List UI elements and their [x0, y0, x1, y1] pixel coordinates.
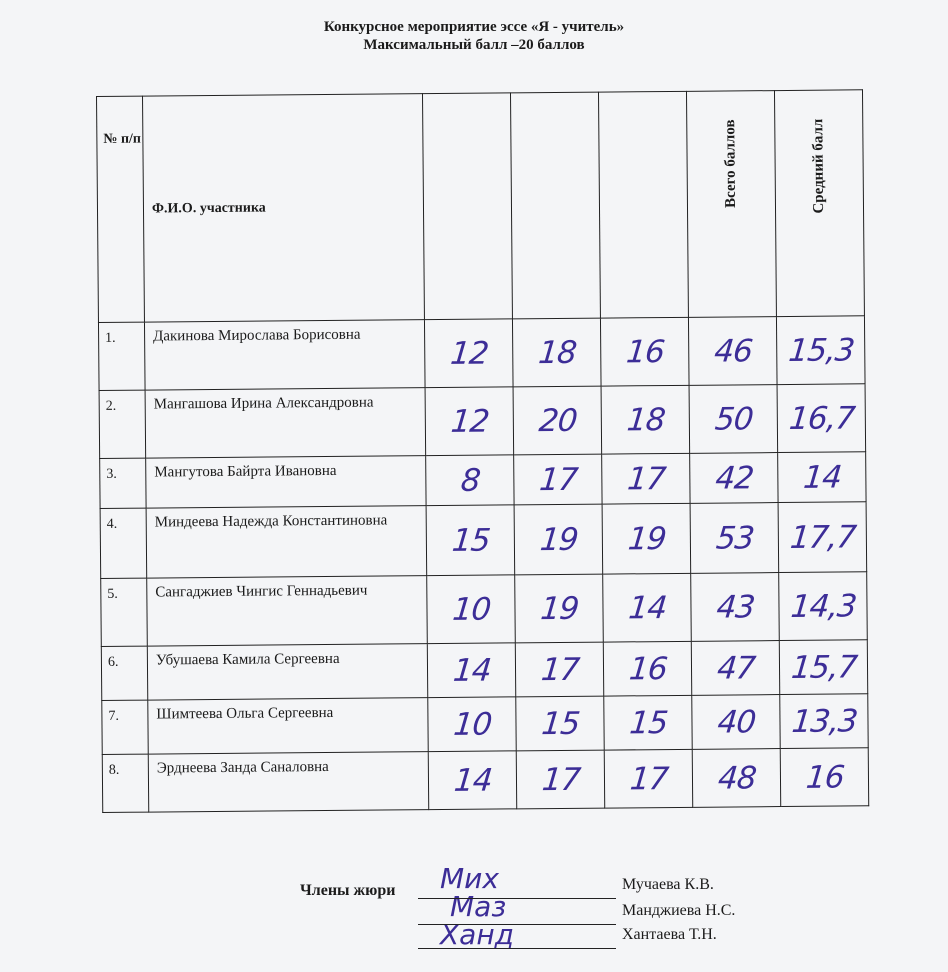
signature-line-2 [418, 924, 616, 925]
score-judge-3: 17 [599, 453, 692, 504]
score-judge-3: 15 [601, 695, 694, 750]
header-average-label: Средний балл [810, 118, 828, 214]
score-judge-2: 18 [509, 318, 604, 387]
score-judge-1: 12 [421, 319, 516, 388]
table-row [98, 316, 865, 391]
score-total: 50 [686, 385, 781, 454]
participant-name: Эрднеева Занда Саналовна [148, 752, 428, 812]
row-number: 8. [102, 754, 149, 812]
row-number: 6. [101, 646, 147, 700]
score-judge-2: 19 [511, 504, 606, 575]
score-judge-1: 10 [424, 575, 519, 644]
score-average: 16 [778, 748, 872, 807]
score-judge-2: 19 [512, 574, 607, 643]
score-judge-3: 17 [602, 749, 696, 808]
score-judge-3: 16 [601, 641, 694, 696]
score-judge-3: 18 [598, 385, 693, 454]
signature-2: Маз [450, 890, 507, 923]
table-header-row [97, 90, 865, 323]
score-average: 13,3 [777, 694, 870, 749]
score-average: 15,7 [777, 640, 870, 695]
participant-name: Сангаджиев Чингис Геннадьевич [147, 576, 428, 646]
scores-table [96, 89, 869, 813]
jury-block [300, 862, 800, 968]
score-total: 40 [689, 695, 782, 750]
header-judge-1 [422, 93, 512, 320]
score-total: 42 [687, 453, 780, 504]
row-number: 1. [98, 322, 145, 390]
score-judge-1: 8 [423, 455, 516, 506]
jury-label: Члены жюри [300, 882, 396, 899]
table-row [99, 384, 866, 459]
score-judge-2: 17 [511, 454, 604, 505]
table-row [101, 640, 867, 701]
jury-member-1: Мучаева К.В. [622, 876, 714, 893]
score-average: 15,3 [773, 316, 868, 385]
row-number: 2. [99, 390, 146, 458]
row-number: 4. [100, 508, 147, 578]
participant-name: Миндеева Надежда Константиновна [146, 506, 427, 578]
score-judge-1: 15 [423, 505, 518, 576]
header-judge-3 [598, 91, 688, 318]
signature-line-1 [418, 898, 616, 899]
score-total: 43 [688, 573, 783, 642]
header-total [686, 91, 776, 318]
score-average: 16,7 [774, 384, 869, 453]
score-judge-1: 14 [425, 643, 518, 698]
score-average: 14 [775, 452, 868, 503]
participant-name: Убушаева Камила Сергеевна [147, 644, 427, 700]
table-row [100, 502, 867, 579]
score-total: 47 [689, 641, 782, 696]
signature-1: Мих [440, 862, 499, 895]
participant-name: Шимтеева Ольга Сергеевна [148, 698, 428, 754]
score-judge-1: 12 [422, 387, 517, 456]
score-judge-3: 14 [600, 573, 695, 642]
score-judge-2: 20 [510, 386, 605, 455]
row-number: 3. [100, 458, 146, 508]
header-total-label: Всего баллов [722, 119, 739, 208]
score-judge-2: 17 [514, 750, 608, 809]
signature-line-3 [418, 948, 616, 949]
table-row [101, 572, 868, 647]
score-judge-1: 14 [426, 751, 520, 810]
score-judge-1: 10 [425, 697, 518, 752]
document-title [0, 18, 948, 54]
signature-3: Ханд [440, 918, 515, 951]
participant-name: Мангашова Ирина Александровна [145, 388, 426, 458]
score-judge-2: 17 [513, 642, 606, 697]
title-line-2: Максимальный балл –20 баллов [363, 37, 585, 53]
row-number: 5. [101, 578, 148, 646]
score-judge-2: 15 [513, 696, 606, 751]
score-average: 17,7 [775, 502, 870, 573]
score-average: 14,3 [776, 572, 871, 641]
row-number: 7. [102, 700, 148, 754]
table-row [102, 748, 868, 813]
title-line-1: Конкурсное мероприятие эссе «Я - учитель» [323, 19, 625, 35]
jury-member-3: Хантаева Т.Н. [622, 926, 717, 943]
table-row [100, 452, 866, 509]
scores-table-wrapper [96, 89, 868, 812]
header-number: № п/п [97, 96, 145, 322]
score-total: 53 [687, 503, 782, 574]
table-row [102, 694, 868, 755]
participant-name: Мангутова Байрта Ивановна [146, 456, 426, 508]
score-judge-3: 19 [599, 503, 694, 574]
header-name: Ф.И.О. участника [143, 94, 425, 322]
score-total: 46 [685, 317, 780, 386]
score-total: 48 [690, 749, 784, 808]
score-judge-3: 16 [597, 317, 692, 386]
header-average [774, 90, 864, 317]
header-judge-2 [510, 92, 600, 319]
participant-name: Дакинова Мирослава Борисовна [144, 320, 425, 390]
jury-member-2: Манджиева Н.С. [622, 902, 736, 919]
